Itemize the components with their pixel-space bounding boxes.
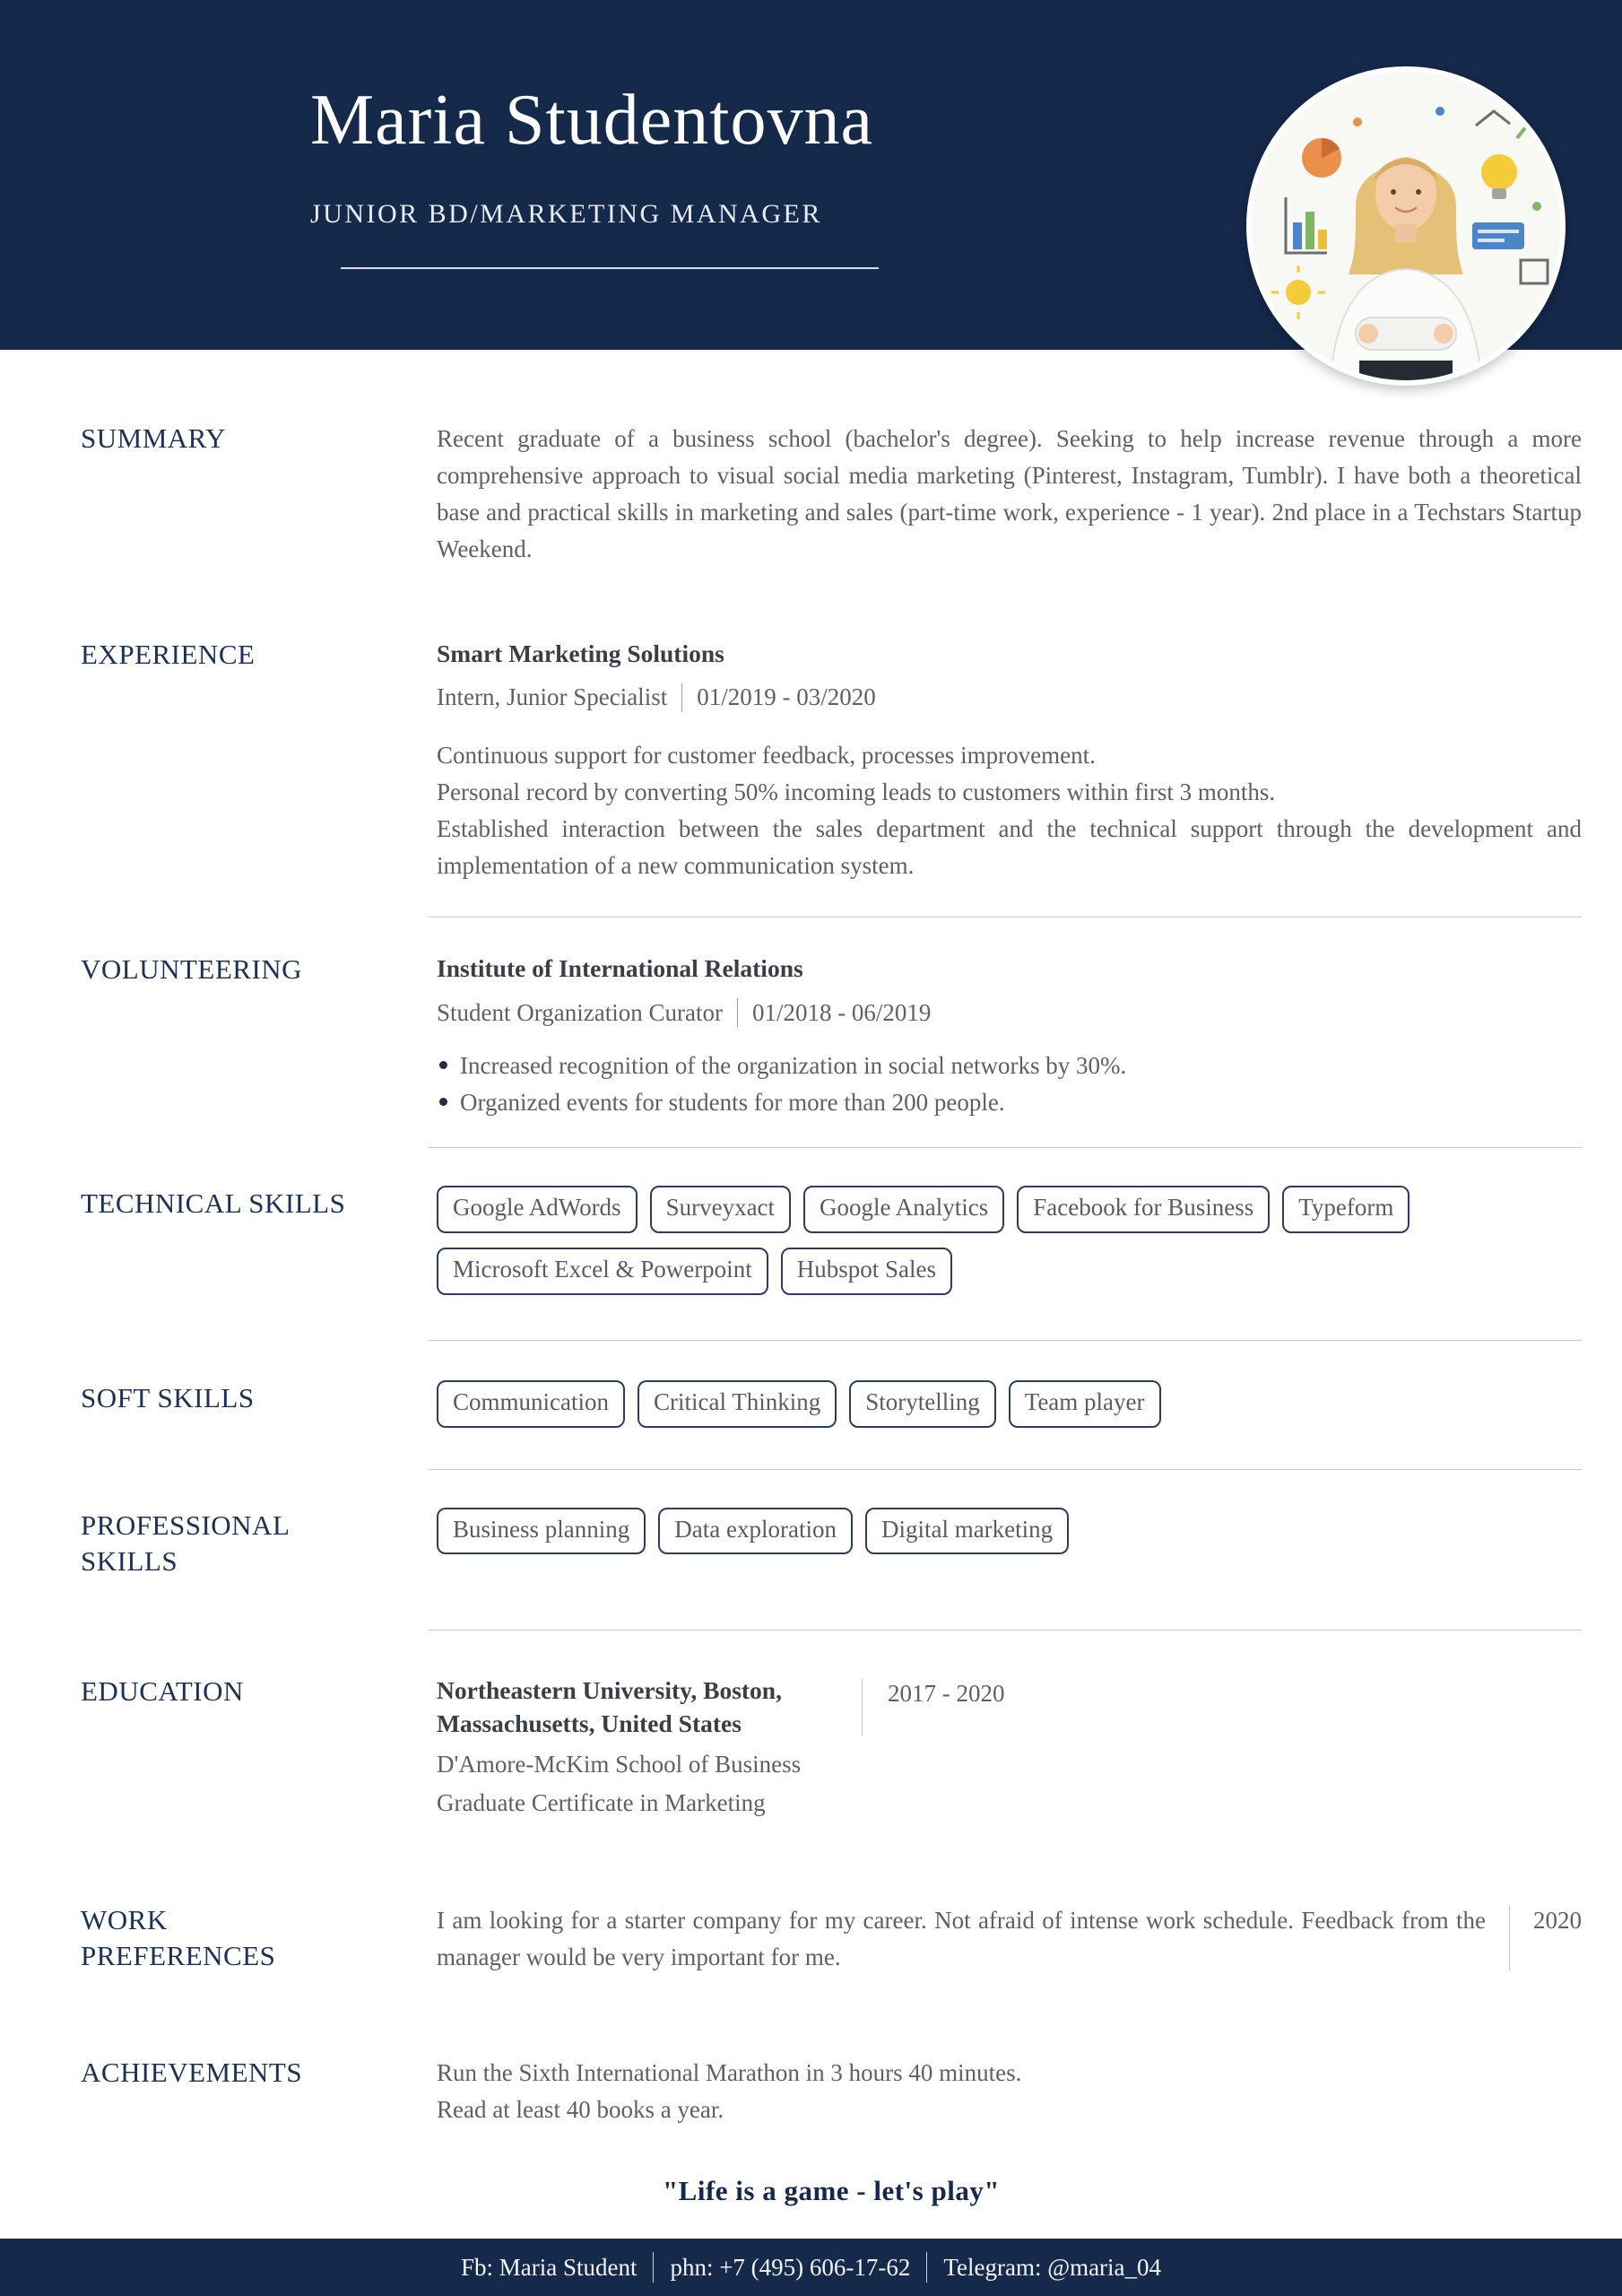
education-degree: Graduate Certificate in Marketing — [437, 1789, 766, 1817]
bullet-icon — [439, 1098, 447, 1106]
bullet-item — [437, 1084, 1582, 1122]
soft-skills-pills — [437, 1380, 1582, 1428]
work-preferences-label-text: WORK PREFERENCES — [81, 1903, 276, 1971]
section-label-professional-skills — [81, 1506, 437, 1580]
education-top-row — [437, 1674, 1582, 1740]
section-label-experience — [81, 635, 437, 673]
footer — [0, 2239, 1622, 2296]
volunteering-dates: 01/2018 - 06/2019 — [751, 998, 932, 1026]
footer-phone: phn: +7 (495) 606-17-62 — [670, 2253, 911, 2281]
skill-pill: Google AdWords — [437, 1186, 638, 1233]
company-name: Smart Marketing Solutions — [437, 639, 724, 668]
experience-line: Established interaction between the sales department and the technical support through the development and implementation of a new communication system. — [437, 815, 1582, 880]
skill-pill: Business planning — [437, 1508, 646, 1555]
section-experience — [81, 635, 1582, 884]
skill-pill: Surveyxact — [650, 1186, 791, 1233]
job-title: JUNIOR BD/MARKETING MANAGER — [310, 199, 822, 229]
achievement-line: Run the Sixth International Marathon in 3 hours 40 minutes. — [437, 2058, 1022, 2086]
section-label-soft-skills — [81, 1378, 437, 1416]
section-divider — [429, 1630, 1582, 1631]
resume-body — [0, 419, 1622, 2207]
professional-skills-pills — [437, 1508, 1582, 1555]
section-label-education — [81, 1672, 437, 1709]
footer-facebook: Fb: Maria Student — [460, 2253, 638, 2281]
section-achievements — [81, 2053, 1582, 2128]
section-label-achievements — [81, 2053, 437, 2091]
vertical-separator — [653, 2252, 654, 2283]
experience-role-line — [437, 679, 1582, 716]
skill-pill: Google Analytics — [803, 1186, 1004, 1233]
professional-skills-content — [437, 1506, 1582, 1555]
section-summary — [81, 419, 1582, 568]
skill-pill: Typeform — [1282, 1186, 1409, 1233]
work-preferences-text: I am looking for a starter company for my career. Not afraid of intense work schedule. Feedback from the manager would be very important for me. — [437, 1906, 1486, 1970]
volunteering-content — [437, 950, 1582, 1122]
section-label-technical-skills — [81, 1184, 437, 1222]
section-divider — [429, 1147, 1582, 1148]
experience-role: Intern, Junior Specialist — [437, 683, 668, 711]
skill-pill: Team player — [1009, 1380, 1161, 1428]
institution-name: Northeastern University, Boston, Massachusetts, United States — [437, 1676, 782, 1738]
experience-content — [437, 635, 1582, 884]
footer-telegram: Telegram: @maria_04 — [943, 2253, 1162, 2281]
section-professional-skills — [81, 1506, 1582, 1580]
bullet-item — [437, 1048, 1582, 1085]
volunteering-label-text: VOLUNTEERING — [81, 953, 303, 986]
header — [0, 0, 1622, 350]
soft-skills-content — [437, 1378, 1582, 1428]
skill-pill: Critical Thinking — [638, 1380, 837, 1428]
vertical-separator — [926, 2252, 927, 2283]
technical-skills-content — [437, 1184, 1582, 1295]
personal-quote: "Life is a game - let's play" — [662, 2174, 1001, 2206]
work-preferences-row — [437, 1902, 1582, 1976]
section-divider — [429, 1469, 1582, 1470]
section-soft-skills — [81, 1378, 1582, 1428]
skill-pill: Microsoft Excel & Powerpoint — [437, 1248, 768, 1295]
section-work-preferences — [81, 1900, 1582, 1976]
experience-description — [437, 737, 1582, 884]
soft-skills-label-text: SOFT SKILLS — [81, 1381, 255, 1413]
profile-photo-illustration — [1252, 72, 1560, 380]
skill-pill: Data exploration — [658, 1508, 853, 1555]
header-underline — [341, 267, 879, 269]
experience-line: Personal record by converting 50% incoming leads to customers within first 3 months. — [437, 778, 1276, 806]
section-label-summary — [81, 419, 437, 457]
section-label-volunteering — [81, 950, 437, 987]
section-education — [81, 1672, 1582, 1822]
skill-pill: Storytelling — [849, 1380, 996, 1428]
organization-name: Institute of International Relations — [437, 954, 803, 983]
skill-pill: Facebook for Business — [1017, 1186, 1270, 1233]
section-technical-skills — [81, 1184, 1582, 1295]
volunteering-role-line — [437, 995, 1582, 1031]
education-school: D'Amore-McKim School of Business — [437, 1751, 802, 1779]
vertical-separator — [681, 683, 682, 712]
bullet-icon — [439, 1061, 447, 1069]
technical-skills-label-text: TECHNICAL SKILLS — [81, 1187, 346, 1220]
bullet-text: Increased recognition of the organization in social networks by 30%. — [460, 1051, 1127, 1079]
section-divider — [429, 1340, 1582, 1341]
section-divider — [429, 917, 1582, 918]
achievements-content — [437, 2053, 1582, 2128]
skill-pill: Communication — [437, 1380, 625, 1428]
work-preferences-dates: 2020 — [1533, 1906, 1582, 1934]
experience-line: Continuous support for customer feedback, processes improvement. — [437, 742, 1096, 770]
section-label-work-preferences — [81, 1900, 437, 1975]
profile-photo — [1246, 66, 1566, 386]
professional-skills-label-text: PROFESSIONAL SKILLS — [81, 1509, 290, 1577]
technical-skills-pills — [437, 1186, 1582, 1295]
experience-dates: 01/2019 - 03/2020 — [697, 683, 876, 711]
volunteering-role: Student Organization Curator — [437, 998, 723, 1026]
education-label-text: EDUCATION — [81, 1675, 244, 1708]
volunteering-bullets — [437, 1048, 1582, 1123]
work-preferences-content — [437, 1900, 1582, 1976]
experience-label-text: EXPERIENCE — [81, 639, 256, 671]
vertical-separator — [737, 998, 738, 1027]
education-dates: 2017 - 2020 — [888, 1680, 1005, 1708]
achievements-label-text: ACHIEVEMENTS — [81, 2056, 303, 2088]
skill-pill: Digital marketing — [865, 1508, 1069, 1555]
bullet-text: Organized events for students for more than 200 people. — [460, 1089, 1005, 1117]
skill-pill: Hubspot Sales — [781, 1248, 952, 1295]
person-name: Maria Studentovna — [310, 81, 873, 160]
achievement-line: Read at least 40 books a year. — [437, 2095, 724, 2123]
summary-text: Recent graduate of a business school (bachelor's degree). Seeking to help increase revenue through a more comprehensive approach to visual social media marketing (Pinterest, Instagram, Tumblr). I have both a theoretical base and practical skills in marketing and sales (part-time work, experience - 1 year). 2nd place in a Techstars Startup Weekend. — [437, 425, 1582, 563]
vertical-separator — [1509, 1906, 1510, 1970]
vertical-separator — [862, 1679, 863, 1736]
education-content — [437, 1672, 1582, 1822]
summary-label-text: SUMMARY — [81, 422, 226, 454]
section-volunteering — [81, 950, 1582, 1122]
